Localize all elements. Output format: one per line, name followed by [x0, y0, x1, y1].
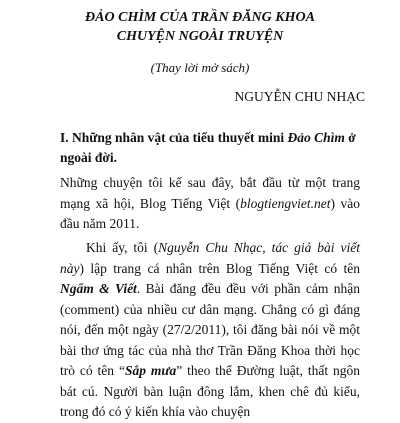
- paragraph-1: [60, 173, 360, 235]
- paragraph-2-text-b: ) lập trang cá nhân trên Blog Tiếng Việt có tên: [79, 260, 360, 276]
- section-heading: [60, 128, 370, 168]
- document-subtitle-heading: CHUYỆN NGOÀI TRUYỆN: [116, 29, 284, 44]
- section-heading-italic: Đảo Chìm: [287, 130, 345, 145]
- poem-title: Sắp mưa: [124, 363, 177, 378]
- paragraph-2-text-c: . Bài đăng đều đều với phần cảm nhận (comment) của nhiều cư dân mạng. Chẳng có gì đáng nói, đến một ngày (27/2/2011), tôi đăng bài nói về một bài thơ ứng tác của nhà thơ Trần Đăng Khoa thời học trò có tên “: [60, 281, 360, 378]
- paragraph-1-text-a: Những chuyện tôi kể sau đây, bắt đầu từ một trang mạng xã hội, Blog Tiếng Việt (: [60, 175, 360, 211]
- paragraph-2: [60, 238, 360, 423]
- paragraph-1-text-b: ) vào đầu năm 2011.: [60, 195, 360, 231]
- blog-link: blogtiengviet.net: [240, 195, 331, 211]
- paragraph-2-text-a: Khi ấy, tôi (: [86, 240, 159, 255]
- preface-note: (Thay lời mở sách): [150, 60, 250, 75]
- section-heading-suffix: ở ngoài đời.: [60, 130, 356, 165]
- blog-name: Ngẩm & Viết: [60, 281, 137, 296]
- paragraph-2-text-d: ” theo thể Đường luật, thất ngôn bát cú. Người bàn luận đông lắm, khen chê đủ kiểu, trong đó có ý kiến khía vào chuyện: [60, 363, 360, 419]
- author-note: Nguyễn Chu Nhạc, tác giả bài viết này: [60, 240, 360, 276]
- document-title: ĐẢO CHÌM CỦA TRẦN ĐĂNG KHOA: [85, 10, 315, 25]
- author-name: NGUYỄN CHU NHẠC: [234, 88, 365, 104]
- section-heading-prefix: I. Những nhân vật của tiểu thuyết mini: [60, 130, 288, 145]
